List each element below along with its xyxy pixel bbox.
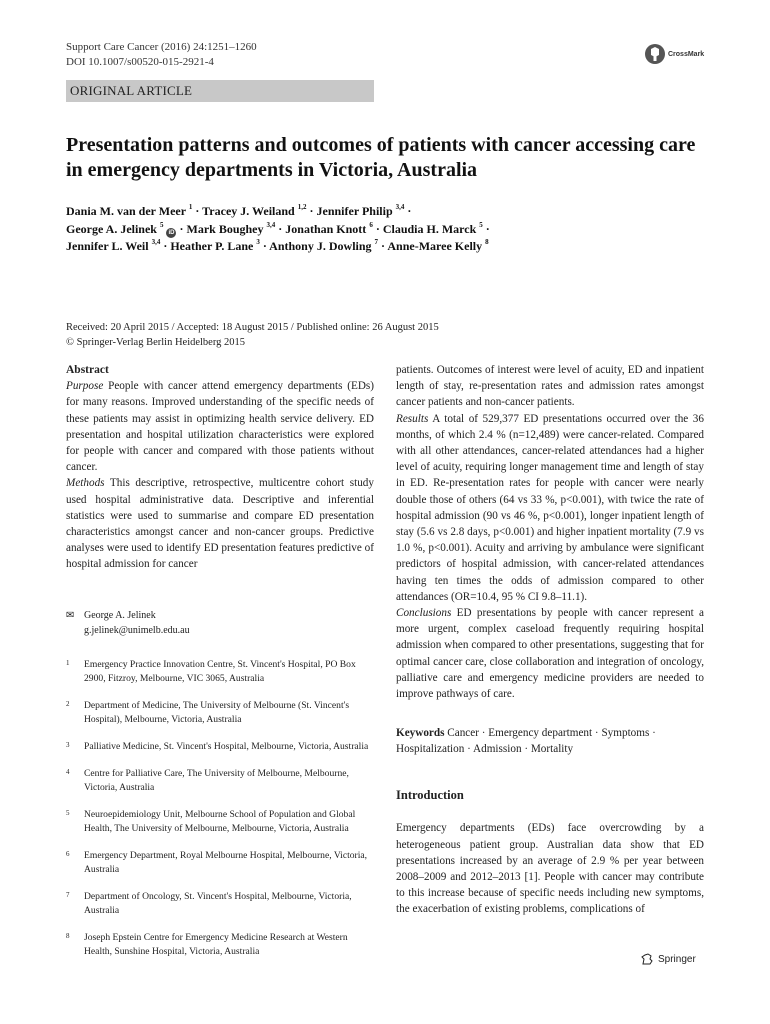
author-name: Tracey J. Weiland $^{1,2}$: [202, 203, 307, 218]
methods-text-part1: This descriptive, retrospective, multicentre cohort study used hospital administrative data. Descriptive and inferential statistics were used to summarise and compare ED presentation characteristics amongst cancer and non-cancer groups. Predictive analyses were used to identify ED presentation features predictive of hospital admission for cancer: [66, 477, 374, 571]
abstract-left-column: [66, 362, 374, 573]
affiliation-text: Neuroepidemiology Unit, Melbourne School of Population and Global Health, The University of Melbourne, Melbourne, Victoria, Australia: [84, 809, 356, 834]
author-affiliation-marker: 6: [369, 220, 373, 229]
introduction-text: Emergency departments (EDs) face overcrowding by a heterogeneous patient group. Australian data show that ED presentations increased by an average of 2.9 % per year between 2008–2009 and 2012–2013 [1]. People with cancer may contribute to this increase because of specific needs including new symptoms, the exacerbation of existing problems, complications of: [396, 822, 704, 916]
abstract-results: [396, 411, 704, 605]
conclusions-text: ED presentations by people with cancer represent a more urgent, complex caseload frequently requiring hospital admission when compared to other presentations, suggesting that for optimal cancer care, close collaboration and integration of oncology, palliative care and emergency medicine providers are needed to improve pathways of care.: [396, 607, 705, 701]
article-title: Presentation patterns and outcomes of patients with cancer accessing care in emergency departments in Victoria, Australia: [66, 134, 696, 181]
abstract-heading: Abstract: [66, 364, 109, 376]
correspondence-name: George A. Jelinek: [84, 610, 156, 621]
affiliations-list: [66, 658, 374, 972]
purpose-label: Purpose: [66, 380, 104, 393]
affiliation-number: 2: [66, 700, 70, 708]
author-affiliation-marker: 5: [159, 220, 164, 229]
correspondence: [66, 608, 374, 638]
affiliation-text: Department of Medicine, The University of Melbourne (St. Vincent's Hospital), Melbourne, Victoria, Australia: [84, 700, 350, 725]
affiliation-number: 3: [66, 741, 70, 749]
author-affiliation-marker: 3,4: [266, 220, 276, 229]
abstract-methods: [66, 475, 374, 572]
springer-horse-icon: [640, 952, 654, 966]
affiliation-item: [66, 931, 374, 959]
affiliation-item: [66, 890, 374, 918]
crossmark-icon: [644, 43, 666, 65]
author-name: Anne-Maree Kelly $^8$: [387, 238, 489, 253]
affiliation-text: Palliative Medicine, St. Vincent's Hospital, Melbourne, Victoria, Australia: [84, 741, 369, 752]
envelope-icon: ✉: [66, 610, 75, 621]
purpose-text: People with cancer attend emergency departments (EDs) for many reasons. Improved understanding of the specific needs of these patients may assist in optimizing health service delivery. ED presentation and hospital utilization characteristics were explored for people with cancer and compared with those patients without cancer.: [66, 380, 374, 474]
keywords-label: Keywords: [396, 727, 445, 740]
author-affiliation-marker: 8: [485, 238, 489, 246]
methods-label: Methods: [66, 477, 105, 490]
author-affiliation-marker: 3: [256, 238, 260, 246]
abstract-conclusions: [396, 605, 704, 702]
copyright-line: © Springer-Verlag Berlin Heidelberg 2015: [66, 337, 246, 348]
affiliation-number: 1: [66, 659, 70, 667]
affiliation-number: 5: [66, 809, 70, 817]
abstract-right-column: [396, 362, 704, 918]
results-text: A total of 529,377 ED presentations occurred over the 36 months, of which 2.4 % (n=12,489) were cancer-related. Compared with all other attendances, cancer-related attendances had a higher level of acuity, requiring longer management time and length of stay in ED. Re-presentation rates for people with cancer were nearly double those of others (64 vs 33 %, p<0.001), with twice the rate of hospital admission (90 vs 46 %, p<0.001), longer inpatient length of stay (5.6 vs 2.8 days, p<0.001) and higher inpatient mortality (7.9 vs 1.0 %, p<0.001). Acuity and arriving by ambulance were significant predictors of hospital admission, with cancer-related attendances having ten times the odds of admission compared to other attendances (OR=10.4, 95 % CI 9.8–11.1).: [396, 412, 704, 603]
correspondence-email[interactable]: g.jelinek@unimelb.edu.au: [84, 625, 190, 636]
journal-citation: [66, 40, 257, 70]
author-name: Mark Boughey $^{3,4}$: [186, 220, 276, 236]
orcid-icon[interactable]: iD: [168, 229, 175, 236]
doi-line[interactable]: DOI 10.1007/s00520-015-2921-4: [66, 56, 214, 68]
affiliation-text: Emergency Practice Innovation Centre, St. Vincent's Hospital, PO Box 2900, Fitzroy, Melbourne, VIC 3065, Australia: [84, 659, 356, 684]
publication-dates: [66, 320, 439, 350]
affiliation-number: 7: [66, 891, 70, 899]
affiliation-item: [66, 767, 374, 795]
journal-line: Support Care Cancer (2016) 24:1251–1260: [66, 41, 257, 53]
crossmark-label: CrossMark: [668, 50, 705, 58]
keywords-text: Cancer · Emergency department · Symptoms · Hospitalization · Admission · Mortality: [396, 727, 656, 756]
affiliation-item: [66, 699, 374, 727]
affiliation-item: [66, 658, 374, 686]
affiliation-text: Department of Oncology, St. Vincent's Hospital, Melbourne, Victoria, Australia: [84, 891, 352, 916]
affiliation-number: 8: [66, 932, 70, 940]
affiliation-text: Joseph Epstein Centre for Emergency Medicine Research at Western Health, Sunshine Hospital, Victoria, Australia: [84, 932, 348, 957]
article-type-banner: ORIGINAL ARTICLE: [66, 80, 374, 102]
affiliation-text: Emergency Department, Royal Melbourne Hospital, Melbourne, Victoria, Australia: [84, 850, 368, 875]
author-name: Jennifer L. Weil $^{3,4}$: [66, 238, 161, 253]
affiliation-item: [66, 740, 374, 754]
affiliation-number: 4: [66, 768, 70, 776]
author-affiliation-marker: 3,4: [151, 238, 161, 246]
publisher-name: Springer: [658, 953, 696, 965]
author-affiliation-marker: 1: [188, 203, 193, 211]
keywords: [396, 725, 704, 757]
author-name: Jennifer Philip $^{3,4}$: [316, 203, 405, 218]
author-list: Dania M. van der Meer $^1$ · Tracey J. Weiland $^{1,2}$ · Jennifer Philip $^{3,4}$ · George A. Jelinek $^5$ iD · Mark Boughey $^{3,4}$ · Jonathan Knott $^6$ · Claudia H. Marck $^5$ · Jennifer L. Weil $^{3,4}$ · Heather P. Lane $^3$ · Anthony J. Dowling $^7$ · Anne-Maree Kelly $^8$: [66, 203, 490, 253]
author-affiliation-marker: 5: [479, 220, 483, 229]
conclusions-label: Conclusions: [396, 607, 452, 620]
affiliation-text: Centre for Palliative Care, The University of Melbourne, Melbourne, Victoria, Australia: [84, 768, 349, 793]
author-affiliation-marker: 3,4: [395, 203, 405, 211]
author-name: George A. Jelinek $^5$: [66, 220, 164, 236]
author-name: Dania M. van der Meer $^1$: [66, 203, 193, 218]
crossmark-badge[interactable]: [644, 40, 710, 68]
affiliation-item: [66, 849, 374, 877]
affiliation-number: 6: [66, 850, 70, 858]
abstract-purpose: [66, 378, 374, 475]
author-affiliation-marker: 7: [374, 238, 379, 246]
springer-logo: [640, 952, 696, 966]
results-label: Results: [396, 412, 429, 425]
author-name: Claudia H. Marck $^5$: [382, 220, 483, 236]
dates-line: Received: 20 April 2015 / Accepted: 18 August 2015 / Published online: 26 August 2015: [66, 322, 439, 333]
author-affiliation-marker: 1,2: [297, 203, 307, 211]
affiliation-item: [66, 808, 374, 836]
author-name: Anthony J. Dowling $^7$: [269, 238, 379, 253]
author-name: Jonathan Knott $^6$: [285, 220, 373, 236]
author-name: Heather P. Lane $^3$: [170, 238, 260, 253]
methods-continued: patients. Outcomes of interest were level of acuity, ED and inpatient length of stay, re-presentation rates and admission rates amongst cancer patients and non-cancer patients.: [396, 364, 704, 409]
introduction-heading: Introduction: [396, 788, 464, 803]
